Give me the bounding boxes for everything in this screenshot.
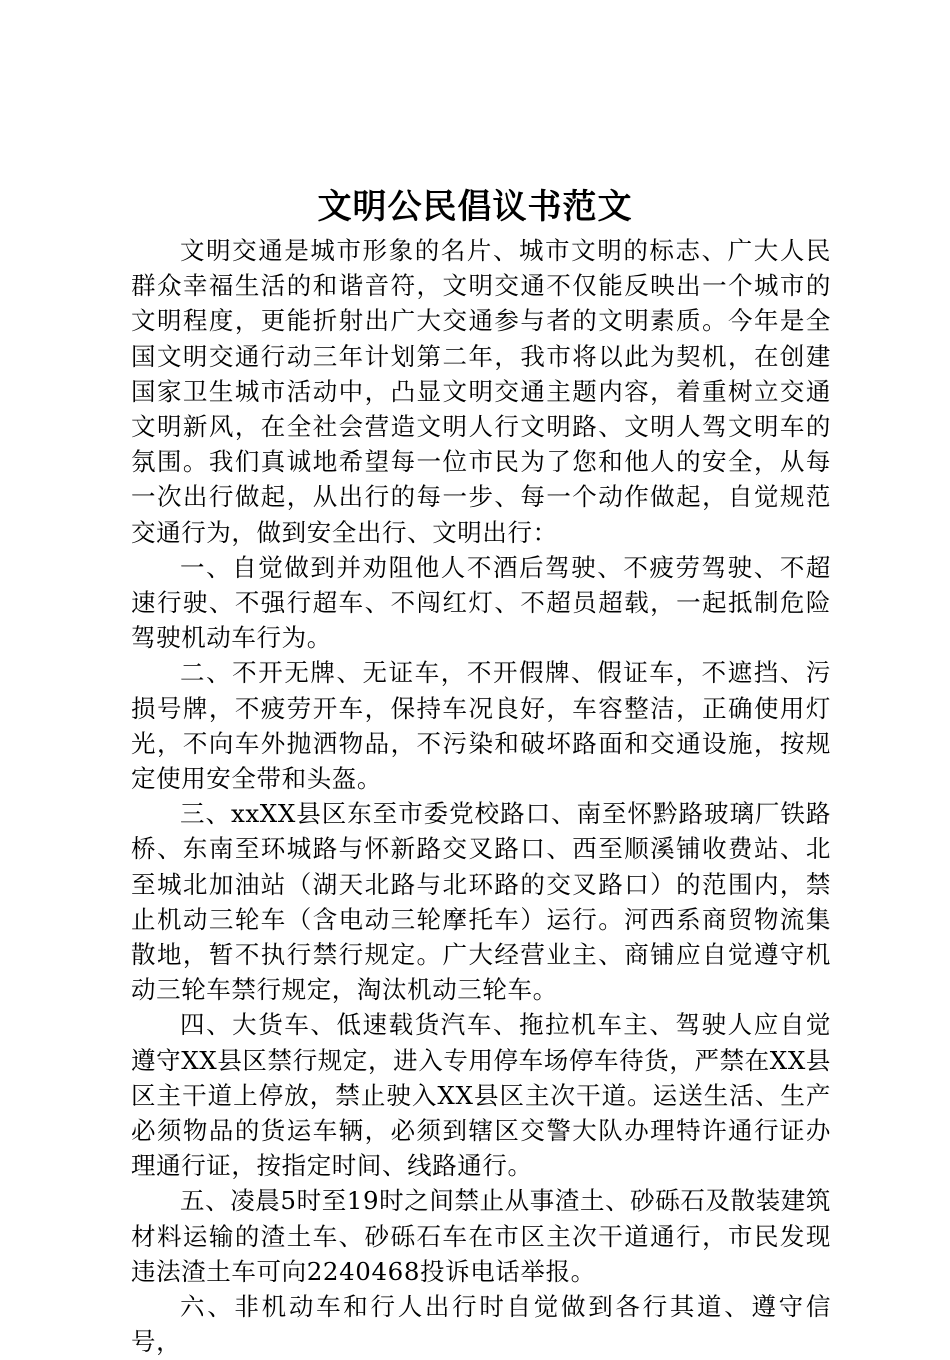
paragraph-item-2: 二、不开无牌、无证车，不开假牌、假证车，不遮挡、污损号牌，不疲劳开车，保持车况良好，车容整洁，正确使用灯光，不向车外抛洒物品，不污染和破坏路面和交通设施，按规定使用安全带和头盔。 xyxy=(131,658,831,794)
paragraph-intro: 文明交通是城市形象的名片、城市文明的标志、广大人民群众幸福生活的和谐音符，文明交通不仅能反映出一个城市的文明程度，更能折射出广大交通参与者的文明素质。今年是全国文明交通行动三年计划第二年，我市将以此为契机，在创建国家卫生城市活动中，凸显文明交通主题内容，着重树立交通文明新风，在全社会营造文明人行文明路、文明人驾文明车的氛围。我们真诚地希望每一位市民为了您和他人的安全，从每一次出行做起，从出行的每一步、每一个动作做起，自觉规范交通行为，做到安全出行、文明出行： xyxy=(131,236,831,547)
document-body xyxy=(131,233,831,1360)
paragraph-item-4: 四、大货车、低速载货汽车、拖拉机车主、驾驶人应自觉遵守XX县区禁行规定，进入专用停车场停车待货，严禁在XX县区主干道上停放，禁止驶入XX县区主次干道。运送生活、生产必须物品的货运车辆，必须到辖区交警大队办理特许通行证办理通行证，按指定时间、线路通行。 xyxy=(131,1010,831,1181)
paragraph-item-5: 五、凌晨5时至19时之间禁止从事渣土、砂砾石及散装建筑材料运输的渣土车、砂砾石车在市区主次干道通行，市民发现违法渣土车可向2240468投诉电话举报。 xyxy=(131,1186,831,1286)
paragraph-item-6: 六、非机动车和行人出行时自觉做到各行其道、遵守信号， xyxy=(131,1292,831,1357)
document-title: 文明公民倡议书范文 xyxy=(317,187,633,227)
paragraph-item-1: 一、自觉做到并劝阻他人不酒后驾驶、不疲劳驾驶、不超速行驶、不强行超车、不闯红灯、不超员超载，一起抵制危险驾驶机动车行为。 xyxy=(131,552,831,653)
paragraph-item-3: 三、xxXX县区东至市委党校路口、南至怀黔路玻璃厂铁路桥、东南至环城路与怀新路交叉路口、西至顺溪铺收费站、北至城北加油站（湖天北路与北环路的交叉路口）的范围内，禁止机动三轮车（含电动三轮摩托车）运行。河西系商贸物流集散地，暂不执行禁行规定。广大经营业主、商铺应自觉遵守机动三轮车禁行规定，淘汰机动三轮车。 xyxy=(131,799,831,1005)
